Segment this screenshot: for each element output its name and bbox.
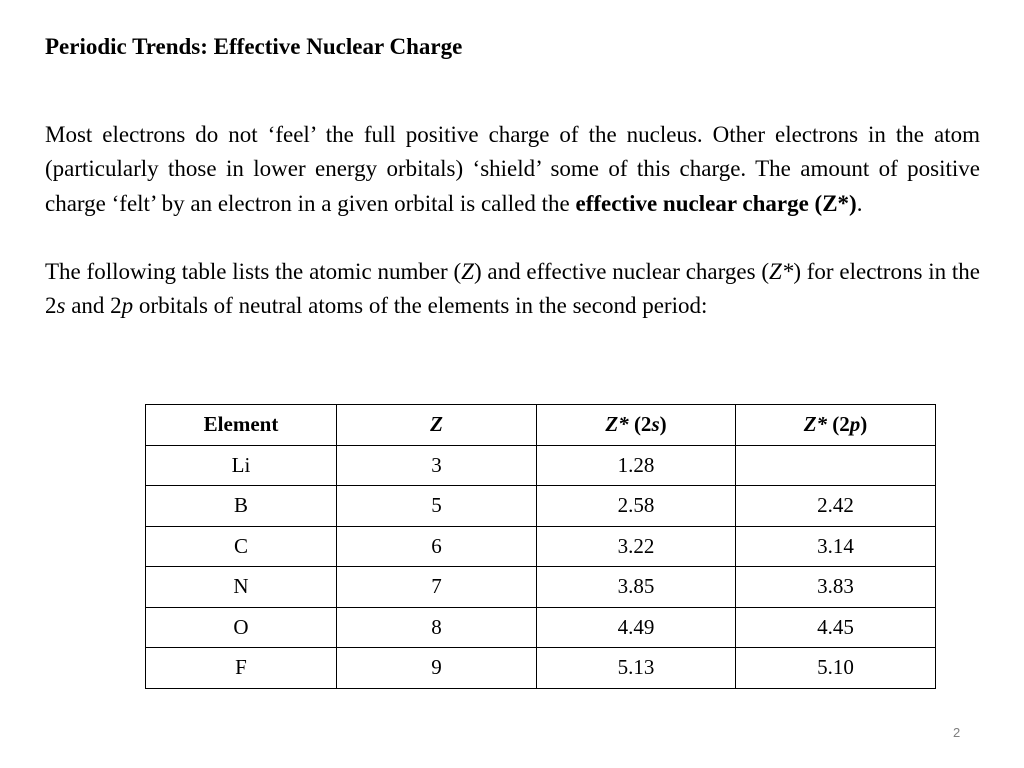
bold-term: effective nuclear charge (Z*)	[575, 190, 857, 216]
header-zstar-2s: Z* (2s)	[537, 405, 736, 446]
header-z: Z	[337, 405, 537, 446]
table-row: O 8 4.49 4.45	[146, 607, 936, 648]
header-zstar-2p: Z* (2p)	[736, 405, 936, 446]
intro-paragraph: Most electrons do not ‘feel’ the full positive charge of the nucleus. Other electrons in the atom (particularly those in lower energy orbitals) ‘shield’ some of this charge. The amount of positive charge ‘felt’ by an electron in a given orbital is called the effective nuclear charge (Z*).	[45, 122, 980, 216]
table-row: F 9 5.13 5.10	[146, 648, 936, 689]
table-row: C 6 3.22 3.14	[146, 526, 936, 567]
table-row: B 5 2.58 2.42	[146, 486, 936, 527]
table-description-paragraph: The following table lists the atomic number (Z) and effective nuclear charges (Z*) for electrons in the 2s and 2p orbitals of neutral atoms of the elements in the second period:	[45, 259, 980, 319]
table-header-row	[146, 405, 936, 446]
table-row: N 7 3.85 3.83	[146, 567, 936, 608]
table-row: Li 3 1.28	[146, 445, 936, 486]
header-element: Element	[146, 405, 337, 446]
slide-title: Periodic Trends: Effective Nuclear Charge	[45, 34, 463, 59]
page-number: 2	[953, 725, 961, 740]
effective-charge-table	[145, 404, 936, 689]
